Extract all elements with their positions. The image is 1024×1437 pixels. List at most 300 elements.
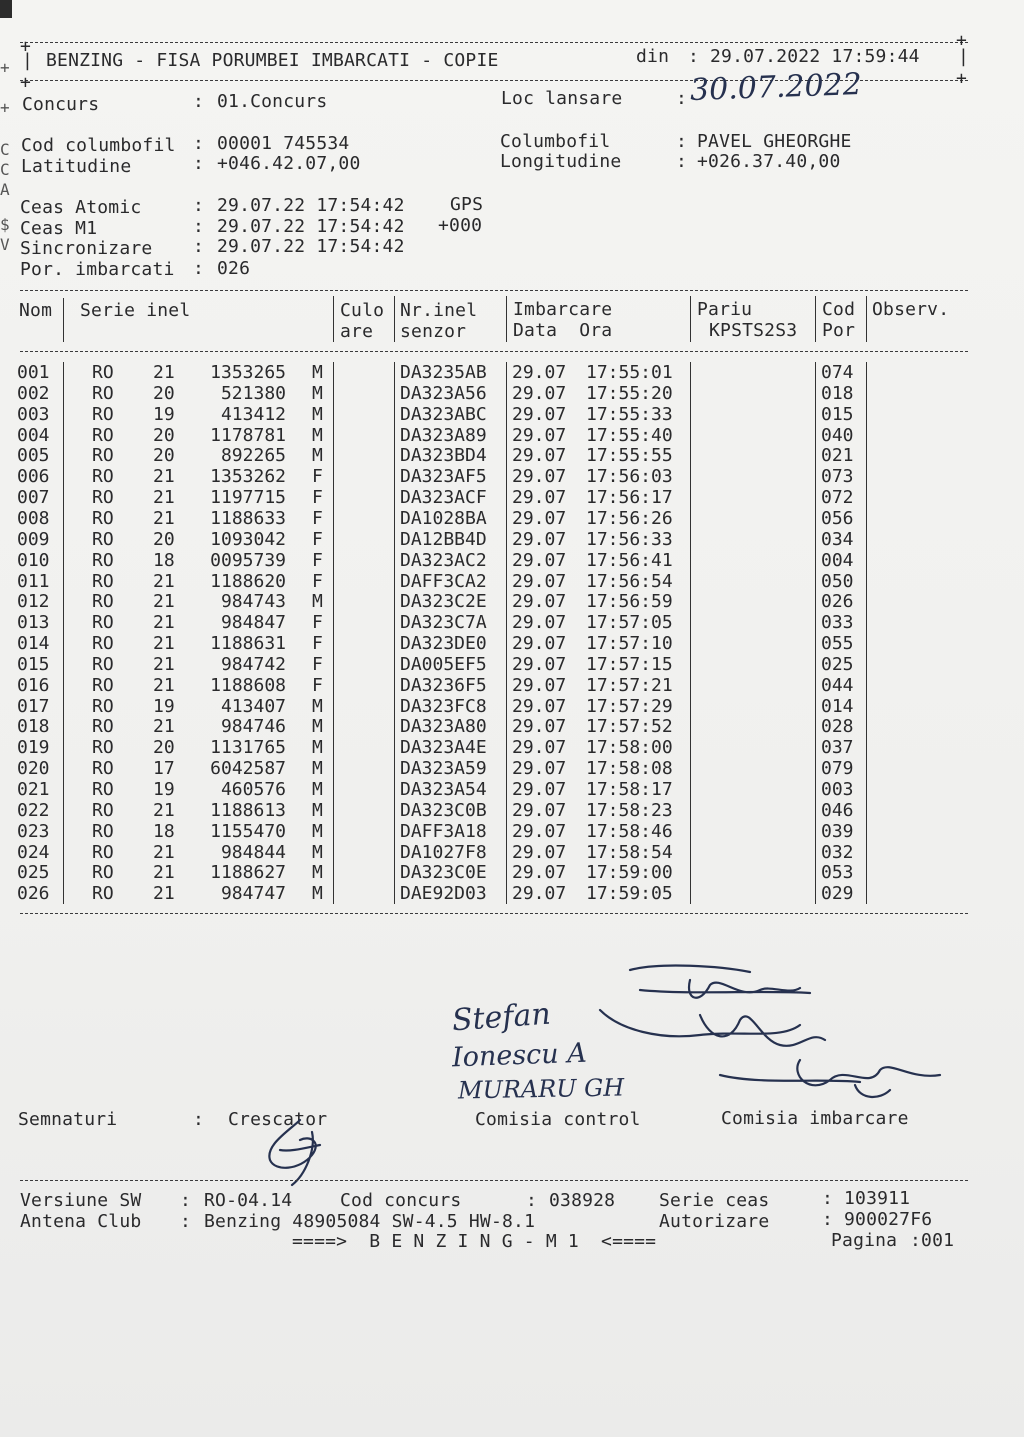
row-tara: RO [92, 841, 114, 863]
date-colon: : [688, 46, 700, 67]
row-cod: 026 [821, 591, 854, 613]
row-senzor: DA323ACF [400, 487, 487, 509]
colon: : [193, 236, 205, 257]
page-title: BENZING - FISA PORUMBEI IMBARCATI - COPIE [46, 50, 499, 71]
comisia-imbarcare-label: Comisia imbarcare [721, 1108, 909, 1129]
row-cod: 018 [821, 382, 854, 404]
row-ora: 17:56:59 [586, 591, 673, 613]
row-nr: 1178781 [210, 424, 286, 446]
margin-mark: A [0, 180, 10, 199]
row-nom: 022 [17, 799, 50, 821]
versiune-value: RO-04.14 [204, 1190, 293, 1211]
row-nom: 020 [17, 758, 50, 780]
row-nom: 019 [17, 737, 50, 759]
row-nom: 021 [17, 779, 50, 800]
row-nr: 1188620 [210, 570, 286, 592]
header-pipe: | [22, 50, 34, 71]
row-senzor: DA323A54 [400, 779, 487, 800]
row-nr: 1155470 [210, 820, 286, 842]
columbofil-value: PAVEL GHEORGHE [697, 131, 852, 152]
signature-control-2 [600, 1010, 825, 1046]
row-sex: F [312, 528, 323, 550]
colon: : [676, 151, 688, 172]
antena-value: Benzing 48905084 SW-4.5 HW-8.1 [204, 1211, 536, 1232]
row-senzor: DA323A56 [400, 382, 487, 404]
row-tara: RO [92, 862, 114, 884]
row-ora: 17:56:41 [586, 549, 673, 571]
colon: : [193, 1109, 205, 1130]
ceas-atomic-value: 29.07.22 17:54:42 [217, 195, 405, 216]
row-an: 21 [153, 487, 175, 509]
row-nom: 015 [17, 653, 50, 675]
row-nr: 984743 [220, 591, 286, 613]
row-sex: M [312, 820, 323, 842]
header-corner: + [20, 36, 32, 57]
header-corner: + [20, 72, 32, 93]
latitudine-label: Latitudine [21, 156, 132, 177]
row-nom: 003 [17, 403, 50, 425]
footer-rule [20, 1180, 968, 1181]
row-data: 29.07 [512, 591, 567, 613]
row-senzor: DA3235AB [400, 362, 487, 383]
row-ora: 17:57:10 [586, 633, 673, 655]
row-data: 29.07 [512, 466, 567, 488]
row-nom: 002 [17, 382, 50, 404]
row-data: 29.07 [512, 841, 567, 863]
row-data: 29.07 [512, 674, 567, 696]
row-tara: RO [92, 362, 114, 383]
serie-ceas-value: 103911 [844, 1188, 911, 1209]
row-nom: 024 [17, 841, 50, 863]
row-sex: M [312, 758, 323, 780]
row-cod: 021 [821, 445, 854, 467]
row-tara: RO [92, 799, 114, 821]
concurs-value: 01.Concurs [217, 91, 328, 112]
row-tara: RO [92, 758, 114, 780]
row-sex: M [312, 695, 323, 717]
row-cod: 032 [821, 841, 854, 863]
row-tara: RO [92, 695, 114, 717]
row-data: 29.07 [512, 382, 567, 404]
row-ora: 17:56:54 [586, 570, 673, 592]
row-an: 19 [153, 695, 175, 717]
row-nom: 013 [17, 612, 50, 634]
autorizare-value: 900027F6 [844, 1209, 933, 1230]
row-nom: 009 [17, 528, 50, 550]
row-senzor: DA323C0B [400, 799, 487, 821]
row-nr: 984844 [220, 841, 286, 863]
row-an: 18 [153, 820, 175, 842]
row-nr: 1188613 [210, 799, 286, 821]
colon: : [193, 153, 205, 174]
row-cod: 039 [821, 820, 854, 842]
row-an: 21 [153, 883, 175, 905]
row-cod: 055 [821, 633, 854, 655]
row-data: 29.07 [512, 883, 567, 905]
row-ora: 17:59:05 [586, 883, 673, 905]
row-ora: 17:57:21 [586, 674, 673, 696]
row-senzor: DA323A89 [400, 424, 487, 446]
row-senzor: DA323FC8 [400, 695, 487, 717]
row-tara: RO [92, 633, 114, 655]
row-sex: M [312, 716, 323, 738]
row-ora: 17:56:33 [586, 528, 673, 550]
row-senzor: DA1027F8 [400, 841, 487, 863]
row-data: 29.07 [512, 633, 567, 655]
row-an: 21 [153, 362, 175, 383]
cod-columbofil-label: Cod columbofil [21, 135, 176, 156]
row-an: 20 [153, 382, 175, 404]
row-data: 29.07 [512, 758, 567, 780]
colon: : [193, 91, 205, 112]
row-an: 21 [153, 841, 175, 863]
row-ora: 17:58:46 [586, 820, 673, 842]
row-an: 18 [153, 549, 175, 571]
handwritten-name-1: Stefan [450, 996, 552, 1039]
row-sex: F [312, 653, 323, 675]
row-cod: 033 [821, 612, 854, 634]
row-tara: RO [92, 487, 114, 509]
row-senzor: DA323A59 [400, 758, 487, 780]
row-tara: RO [92, 612, 114, 634]
serie-ceas-label: Serie ceas [659, 1190, 770, 1211]
cod-concurs-value: 038928 [549, 1190, 616, 1211]
row-tara: RO [92, 653, 114, 675]
row-tara: RO [92, 424, 114, 446]
row-sex: F [312, 507, 323, 529]
row-ora: 17:56:17 [586, 487, 673, 509]
row-data: 29.07 [512, 403, 567, 425]
por-imbarcati-value: 026 [217, 258, 251, 279]
header-culoare: Culo [340, 300, 385, 321]
row-nr: 521380 [220, 382, 286, 404]
row-nr: 1353265 [210, 362, 286, 383]
row-ora: 17:55:01 [586, 362, 673, 383]
row-an: 20 [153, 445, 175, 467]
row-cod: 079 [821, 758, 854, 780]
row-data: 29.07 [512, 799, 567, 821]
row-cod: 072 [821, 487, 854, 509]
row-data: 29.07 [512, 570, 567, 592]
row-sex: M [312, 737, 323, 759]
row-nom: 016 [17, 674, 50, 696]
row-nr: 1131765 [210, 737, 286, 759]
row-senzor: DA005EF5 [400, 653, 487, 675]
row-tara: RO [92, 570, 114, 592]
row-data: 29.07 [512, 487, 567, 509]
row-an: 17 [153, 758, 175, 780]
comisia-control-label: Comisia control [475, 1109, 641, 1130]
row-cod: 004 [821, 549, 854, 571]
row-data: 29.07 [512, 362, 567, 383]
header-pipe: | [958, 46, 970, 67]
row-senzor: DA12BB4D [400, 528, 487, 550]
por-imbarcati-label: Por. imbarcati [20, 259, 175, 280]
row-ora: 17:57:15 [586, 653, 673, 675]
row-sex: F [312, 549, 323, 571]
row-cod: 015 [821, 403, 854, 425]
row-nr: 413407 [220, 695, 286, 717]
header-data-ora: Data Ora [513, 320, 613, 341]
colon: : [822, 1209, 834, 1230]
row-an: 21 [153, 507, 175, 529]
row-tara: RO [92, 779, 114, 800]
row-ora: 17:58:08 [586, 758, 673, 780]
header-nr-inel: Nr.inel [400, 300, 478, 321]
row-cod: 037 [821, 737, 854, 759]
header-nom: Nom [19, 300, 53, 321]
row-ora: 17:56:26 [586, 507, 673, 529]
row-nom: 012 [17, 591, 50, 613]
row-an: 20 [153, 528, 175, 550]
row-senzor: DA323ABC [400, 403, 487, 425]
sincronizare-label: Sincronizare [20, 238, 153, 259]
row-nr: 984742 [220, 653, 286, 675]
row-sex: F [312, 674, 323, 696]
colon: : [180, 1211, 192, 1232]
row-cod: 029 [821, 883, 854, 905]
row-nom: 007 [17, 487, 50, 509]
header-por: Por [822, 320, 856, 341]
row-an: 21 [153, 799, 175, 821]
row-nom: 011 [17, 570, 50, 592]
row-cod: 003 [821, 779, 854, 800]
row-sex: F [312, 633, 323, 655]
row-sex: M [312, 883, 323, 905]
colon: : [193, 195, 205, 216]
row-cod: 046 [821, 799, 854, 821]
row-nr: 984847 [220, 612, 286, 634]
row-cod: 073 [821, 466, 854, 488]
row-tara: RO [92, 591, 114, 613]
pagina-value: :001 [910, 1230, 955, 1251]
row-nom: 025 [17, 862, 50, 884]
row-cod: 034 [821, 528, 854, 550]
row-sex: M [312, 862, 323, 884]
ceas-atomic-source: GPS [450, 194, 484, 215]
row-tara: RO [92, 716, 114, 738]
row-an: 21 [153, 570, 175, 592]
row-nr: 1188631 [210, 633, 286, 655]
sincronizare-value: 29.07.22 17:54:42 [217, 236, 405, 257]
row-sex: F [312, 466, 323, 488]
row-senzor: DAFF3CA2 [400, 570, 487, 592]
row-nom: 004 [17, 424, 50, 446]
row-sex: M [312, 779, 323, 800]
row-nom: 014 [17, 633, 50, 655]
row-nom: 006 [17, 466, 50, 488]
row-senzor: DA323AF5 [400, 466, 487, 488]
ceas-m1-label: Ceas M1 [20, 218, 98, 239]
row-senzor: DA3236F5 [400, 674, 487, 696]
longitudine-label: Longitudine [500, 151, 622, 172]
row-an: 21 [153, 862, 175, 884]
row-senzor: DAE92D03 [400, 883, 487, 905]
ceas-atomic-label: Ceas Atomic [20, 197, 142, 218]
row-an: 20 [153, 737, 175, 759]
row-ora: 17:58:17 [586, 779, 673, 800]
row-nom: 026 [17, 883, 50, 905]
row-nr: 1353262 [210, 466, 286, 488]
row-ora: 17:57:05 [586, 612, 673, 634]
row-sex: M [312, 424, 323, 446]
row-ora: 17:57:52 [586, 716, 673, 738]
row-sex: M [312, 841, 323, 863]
row-data: 29.07 [512, 695, 567, 717]
signature-imbarcare [720, 1060, 940, 1097]
row-data: 29.07 [512, 507, 567, 529]
latitudine-value: +046.42.07,00 [217, 153, 361, 174]
row-tara: RO [92, 883, 114, 905]
row-data: 29.07 [512, 737, 567, 759]
row-cod: 040 [821, 424, 854, 446]
header-senzor: senzor [400, 321, 467, 342]
row-sex: M [312, 799, 323, 821]
row-tara: RO [92, 549, 114, 571]
row-sex: F [312, 612, 323, 634]
ceas-m1-offset: +000 [438, 215, 483, 236]
row-data: 29.07 [512, 862, 567, 884]
row-data: 29.07 [512, 820, 567, 842]
header-corner: + [956, 30, 968, 51]
row-tara: RO [92, 674, 114, 696]
row-an: 21 [153, 466, 175, 488]
row-tara: RO [92, 528, 114, 550]
row-nr: 1188627 [210, 862, 286, 884]
row-sex: F [312, 487, 323, 509]
signature-crescator [269, 1120, 320, 1185]
row-senzor: DA323DE0 [400, 633, 487, 655]
row-nr: 1188633 [210, 507, 286, 529]
margin-mark: + [0, 98, 10, 117]
row-nom: 017 [17, 695, 50, 717]
row-senzor: DA323BD4 [400, 445, 487, 467]
header-serie: Serie inel [80, 300, 191, 321]
row-cod: 074 [821, 362, 854, 383]
row-an: 19 [153, 403, 175, 425]
row-senzor: DA323AC2 [400, 549, 487, 571]
row-ora: 17:58:23 [586, 799, 673, 821]
row-data: 29.07 [512, 549, 567, 571]
row-tara: RO [92, 403, 114, 425]
signature-control-1 [630, 966, 810, 998]
row-ora: 17:55:40 [586, 424, 673, 446]
row-sex: M [312, 382, 323, 404]
row-cod: 044 [821, 674, 854, 696]
row-senzor: DA323C7A [400, 612, 487, 634]
handwritten-name-2: Ionescu A [451, 1037, 588, 1074]
margin-mark: $ [0, 215, 10, 234]
versiune-label: Versiune SW [20, 1190, 142, 1211]
loc-lansare-label: Loc lansare [501, 88, 623, 109]
ceas-m1-value: 29.07.22 17:54:42 [217, 216, 405, 237]
colon: : [676, 88, 688, 109]
row-senzor: DA323A80 [400, 716, 487, 738]
row-ora: 17:55:20 [586, 382, 673, 404]
row-nr: 984747 [220, 883, 286, 905]
date-label: din [636, 46, 670, 67]
margin-mark: + [0, 58, 10, 77]
concurs-label: Concurs [22, 94, 100, 115]
print-date: 29.07.2022 17:59:44 [710, 46, 920, 67]
row-senzor: DA323C2E [400, 591, 487, 613]
row-senzor: DA323C0E [400, 862, 487, 884]
colon: : [822, 1188, 834, 1209]
row-an: 20 [153, 424, 175, 446]
row-an: 21 [153, 633, 175, 655]
row-cod: 028 [821, 716, 854, 738]
header-culoare-2: are [340, 321, 374, 342]
handwritten-name-3: MURARU GH [457, 1073, 625, 1105]
row-ora: 17:58:54 [586, 841, 673, 863]
row-data: 29.07 [512, 528, 567, 550]
row-ora: 17:58:00 [586, 737, 673, 759]
row-ora: 17:57:29 [586, 695, 673, 717]
row-an: 21 [153, 591, 175, 613]
row-sex: M [312, 591, 323, 613]
row-sex: M [312, 445, 323, 467]
brand-line: ====> B E N Z I N G - M 1 <==== [292, 1231, 657, 1252]
margin-mark: V [0, 235, 10, 254]
row-an: 21 [153, 716, 175, 738]
autorizare-label: Autorizare [659, 1211, 770, 1232]
cod-columbofil-value: 00001 745534 [217, 133, 350, 154]
colon: : [676, 131, 688, 152]
row-senzor: DA323A4E [400, 737, 487, 759]
row-an: 21 [153, 674, 175, 696]
row-cod: 056 [821, 507, 854, 529]
margin-mark: C [0, 140, 10, 159]
header-observ: Observ. [872, 299, 950, 320]
header-corner: + [956, 68, 968, 89]
row-nr: 0095739 [210, 549, 286, 571]
row-nom: 010 [17, 549, 50, 571]
row-sex: M [312, 362, 323, 383]
header-imbarcare: Imbarcare [513, 299, 613, 320]
row-nr: 1197715 [210, 487, 286, 509]
row-tara: RO [92, 507, 114, 529]
longitudine-value: +026.37.40,00 [697, 151, 841, 172]
row-nr: 413412 [220, 403, 286, 425]
cod-concurs-label: Cod concurs [340, 1190, 462, 1211]
row-ora: 17:55:55 [586, 445, 673, 467]
colon: : [193, 133, 205, 154]
row-nom: 018 [17, 716, 50, 738]
row-nom: 008 [17, 507, 50, 529]
signatures-label: Semnaturi [18, 1109, 118, 1130]
header-kpsts: KPSTS2S3 [709, 320, 798, 341]
row-data: 29.07 [512, 653, 567, 675]
row-nom: 005 [17, 445, 50, 467]
header-pariu: Pariu [697, 299, 753, 320]
row-nr: 1188608 [210, 674, 286, 696]
row-tara: RO [92, 445, 114, 467]
colon: : [180, 1190, 192, 1211]
row-cod: 025 [821, 653, 854, 675]
row-cod: 050 [821, 570, 854, 592]
row-nr: 984746 [220, 716, 286, 738]
row-data: 29.07 [512, 612, 567, 634]
row-data: 29.07 [512, 716, 567, 738]
row-tara: RO [92, 382, 114, 404]
row-cod: 053 [821, 862, 854, 884]
columbofil-label: Columbofil [500, 131, 611, 152]
row-ora: 17:56:03 [586, 466, 673, 488]
row-cod: 014 [821, 695, 854, 717]
row-nr: 460576 [220, 779, 286, 800]
row-senzor: DA1028BA [400, 507, 487, 529]
header-cod: Cod [822, 299, 856, 320]
